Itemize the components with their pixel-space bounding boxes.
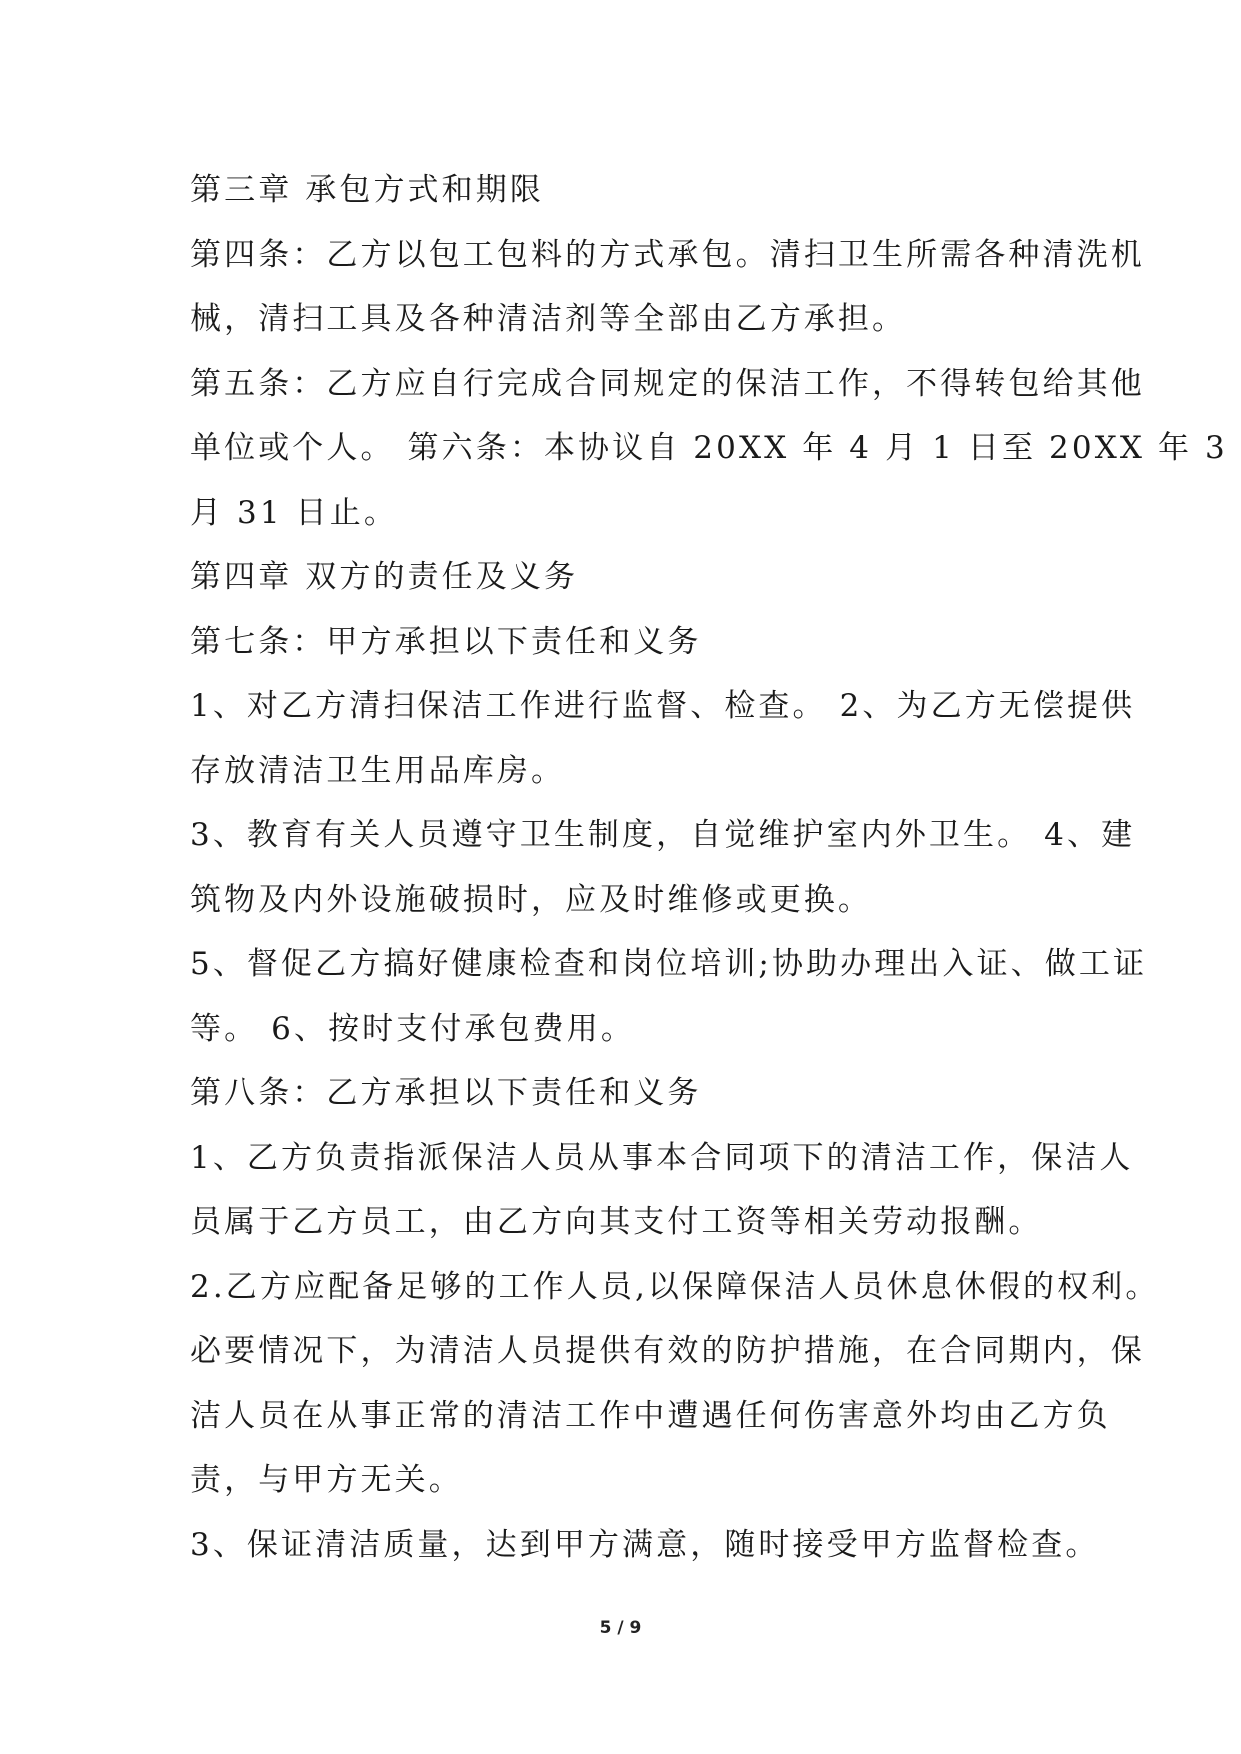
text-line: 月 31 日止。 — [190, 494, 398, 531]
text-line: 必要情况下，为清洁人员提供有效的防护措施，在合同期内，保 — [190, 1333, 1145, 1369]
article-8-heading: 第八条：乙方承担以下责任和义务 — [190, 1075, 702, 1111]
page-number: 5 / 9 — [599, 1618, 642, 1638]
text-line: 第五条：乙方应自行完成合同规定的保洁工作，不得转包给其他 — [190, 365, 1145, 402]
article-7-heading: 第七条：甲方承担以下责任和义务 — [190, 623, 702, 660]
text-line: 存放清洁卫生用品库房。 — [190, 752, 566, 789]
chapter-4-heading: 第四章 双方的责任及义务 — [190, 559, 579, 595]
text-line: 第四条：乙方以包工包料的方式承包。清扫卫生所需各种清洗机 — [190, 236, 1145, 273]
document-body — [190, 158, 1228, 1577]
text-line: 员属于乙方员工，由乙方向其支付工资等相关劳动报酬。 — [190, 1204, 1043, 1240]
text-line: 单位或个人。 第六条：本协议自 20XX 年 4 月 1 日至 20XX 年 3 — [190, 430, 1228, 466]
text-line: 5、督促乙方搞好健康检查和岗位培训;协助办理出入证、做工证 — [190, 946, 1148, 982]
text-line: 械，清扫工具及各种清洁剂等全部由乙方承担。 — [190, 301, 907, 337]
text-line: 筑物及内外设施破损时，应及时维修或更换。 — [190, 881, 872, 918]
text-line: 2.乙方应配备足够的工作人员,以保障保洁人员休息休假的权利。 — [190, 1268, 1160, 1305]
text-line: 3、保证清洁质量，达到甲方满意，随时接受甲方监督检查。 — [190, 1526, 1100, 1563]
text-line: 1、乙方负责指派保洁人员从事本合同项下的清洁工作，保洁人 — [190, 1139, 1134, 1176]
text-line: 洁人员在从事正常的清洁工作中遭遇任何伤害意外均由乙方负 — [190, 1397, 1111, 1434]
text-line: 责，与甲方无关。 — [190, 1462, 463, 1498]
chapter-3-heading: 第三章 承包方式和期限 — [190, 172, 544, 208]
text-line: 等。 6、按时支付承包费用。 — [190, 1010, 635, 1047]
text-line: 1、对乙方清扫保洁工作进行监督、检查。 2、为乙方无偿提供 — [190, 688, 1136, 724]
text-line: 3、教育有关人员遵守卫生制度，自觉维护室内外卫生。 4、建 — [190, 817, 1136, 853]
